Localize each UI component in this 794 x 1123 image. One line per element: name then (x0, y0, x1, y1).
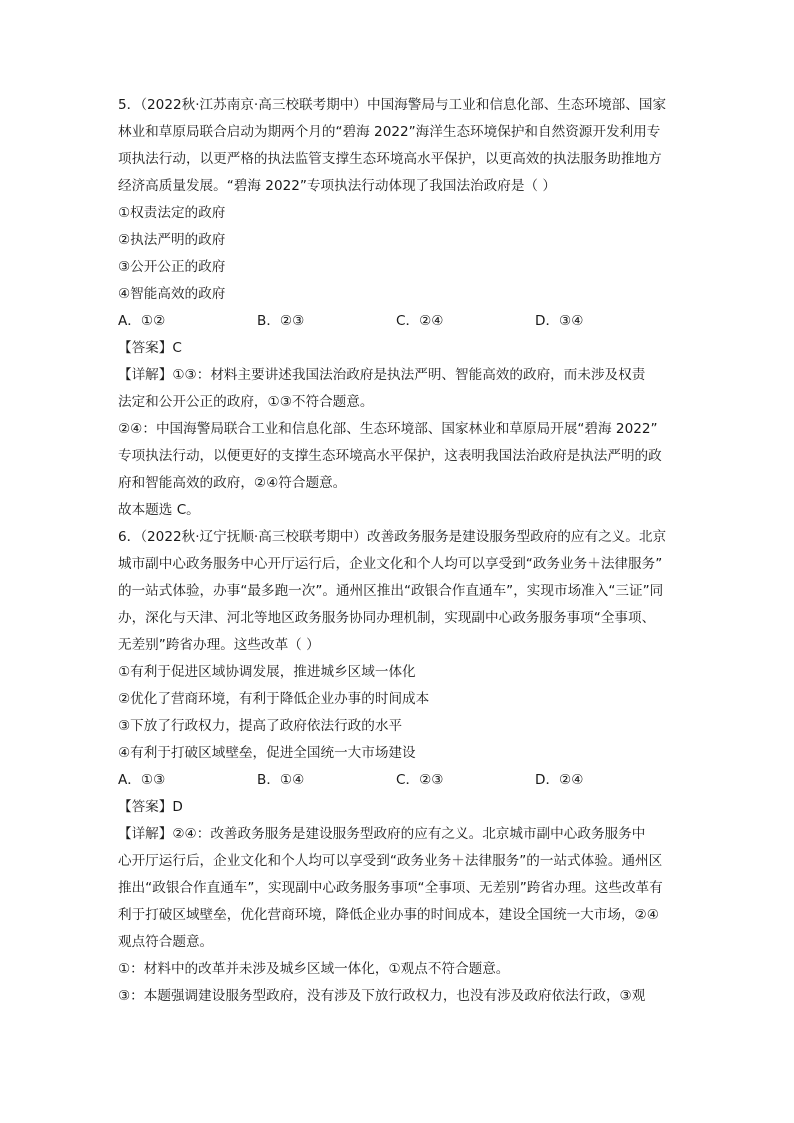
question-stem-line: 5．（2022秋·江苏南京·高三校联考期中）中国海警局与工业和信息化部、生态环境部、国家 (118, 97, 667, 113)
answer-line: 【答案】D (118, 799, 183, 815)
answer-options (118, 308, 694, 335)
analysis-line: ①：材料中的改革并未涉及城乡区域一体化，①观点不符合题意。 (118, 961, 510, 977)
analysis-line: ③：本题强调建设服务型政府，没有涉及下放行政权力，也没有涉及政府依法行政，③观 (118, 988, 646, 1004)
statement-item: ③公开公正的政府 (118, 259, 226, 275)
option-c: C．②④ (396, 313, 444, 329)
question-stem-line: 项执法行动，以更严格的执法监管支撑生态环境高水平保护，以更高效的执法服务助推地方 (118, 151, 662, 167)
option-b: B．②③ (257, 313, 305, 329)
question-stem-line: 城市副中心政务服务中心开厅运行后，企业文化和个人均可以享受到“政务业务＋法律服务” (118, 556, 663, 572)
option-a: A．①③ (118, 772, 166, 788)
analysis-line: 【详解】②④：改善政务服务是建设服务型政府的应有之义。北京城市副中心政务服务中 (118, 826, 646, 842)
analysis-line: 专项执法行动，以便更好的支撑生态环境高水平保护，这表明我国法治政府是执法严明的政 (118, 448, 662, 464)
statement-item: ④智能高效的政府 (118, 286, 226, 302)
question-stem-line: 林业和草原局联合启动为期两个月的“碧海 2022”海洋生态环境保护和自然资源开发利用专 (118, 124, 661, 140)
question-stem-line: 的一站式体验，办事“最多跑一次”。通州区推出“政银合作直通车”，实现市场准入“三证”同 (118, 583, 664, 599)
statement-item: ①权责法定的政府 (118, 205, 226, 221)
analysis-line: 观点符合题意。 (118, 934, 214, 950)
option-d: D．③④ (535, 313, 584, 329)
answer-line: 【答案】C (118, 340, 182, 356)
option-b: B．①④ (257, 772, 305, 788)
question-6 (118, 524, 694, 1010)
answer-options (118, 767, 694, 794)
analysis-line: 【详解】①③：材料主要讲述我国法治政府是执法严明、智能高效的政府，而未涉及权责 (118, 367, 646, 383)
statement-item: ②执法严明的政府 (118, 232, 226, 248)
analysis-line: 法定和公开公正的政府，①③不符合题意。 (118, 394, 374, 410)
question-5 (118, 92, 694, 524)
analysis-line: ②④：中国海警局联合工业和信息化部、生态环境部、国家林业和草原局开展“碧海 2022” (118, 421, 658, 437)
analysis-line: 利于打破区域壁垒，优化营商环境，降低企业办事的时间成本，建设全国统一大市场，②④ (118, 907, 659, 923)
analysis-line: 府和智能高效的政府，②④符合题意。 (118, 475, 347, 491)
question-stem-line: 办，深化与天津、河北等地区政务服务协同办理机制，实现副中心政务服务事项“全事项、 (118, 610, 656, 626)
statement-item: ③下放了行政权力，提高了政府依法行政的水平 (118, 718, 403, 734)
question-stem-line: 6．（2022秋·辽宁抚顺·高三校联考期中）改善政务服务是建设服务型政府的应有之义。北京 (118, 529, 667, 545)
statement-item: ①有利于促进区域协调发展，推进城乡区域一体化 (118, 664, 416, 680)
statement-item: ④有利于打破区域壁垒，促进全国统一大市场建设 (118, 745, 416, 761)
analysis-line: 心开厅运行后，企业文化和个人均可以享受到“政务业务＋法律服务”的一站式体验。通州区 (118, 853, 663, 869)
analysis-line: 故本题选 C。 (118, 502, 200, 518)
option-c: C．②③ (396, 772, 444, 788)
analysis-line: 推出“政银合作直通车”，实现副中心政务服务事项“全事项、无差别”跨省办理。这些改革有 (118, 880, 663, 896)
option-a: A．①② (118, 313, 166, 329)
option-d: D．②④ (535, 772, 584, 788)
statement-item: ②优化了营商环境，有利于降低企业办事的时间成本 (118, 691, 430, 707)
question-stem-line: 无差别”跨省办理。这些改革（ ） (118, 637, 320, 653)
question-stem-line: 经济高质量发展。“碧海 2022”专项执法行动体现了我国法治政府是（ ） (118, 178, 556, 194)
